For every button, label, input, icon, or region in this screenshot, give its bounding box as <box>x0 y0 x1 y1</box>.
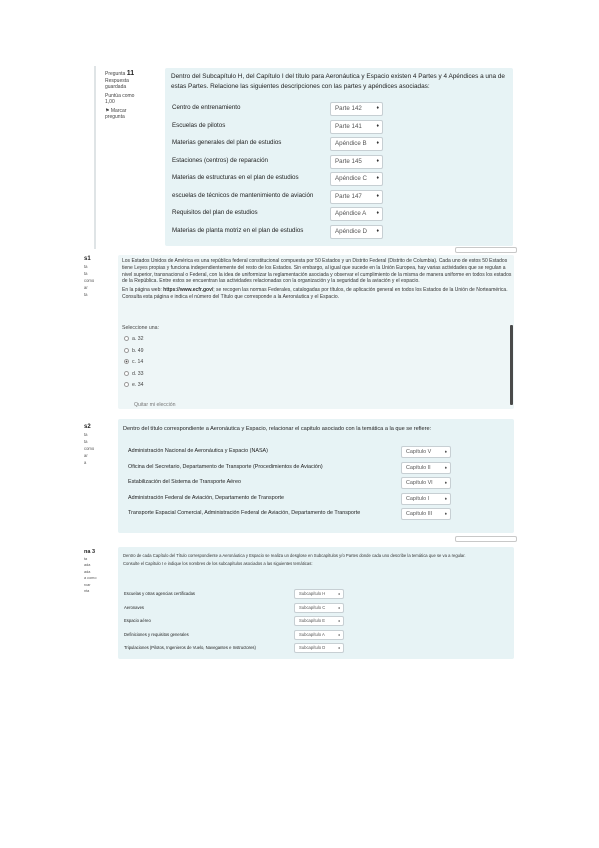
select-caret-icon: ♦ <box>444 495 447 501</box>
option-letter: d. <box>132 370 138 377</box>
select-caret-icon: ♦ <box>338 619 340 623</box>
left-gutter <box>94 66 96 249</box>
select-value: Subcapítulo A <box>299 631 325 637</box>
match-row-label: Estaciones (centros) de reparación <box>172 156 268 164</box>
match-row-label: Materias de planta motriz en el plan de estudios <box>172 226 304 234</box>
select-value: Capítulo II <box>406 464 431 471</box>
clear-choice-link[interactable]: Quitar mi elección <box>134 402 176 408</box>
select-value: Parte 142 <box>335 105 362 112</box>
select-caret-icon: ♦ <box>376 193 379 199</box>
select-value: Subcapítulo C <box>299 604 326 610</box>
match-row-label: Tripulaciones (Pilotos, Ingenieros de Vuelo, Navegantes e Instructores) <box>124 645 256 650</box>
select-caret-icon: ♦ <box>338 632 340 637</box>
select-caret-icon: ♦ <box>338 592 340 596</box>
match-select[interactable] <box>401 508 451 520</box>
question-text <box>122 258 512 301</box>
select-value: Capítulo V <box>406 449 432 455</box>
option-value: 34 <box>137 382 144 388</box>
scrollbar-thumb[interactable] <box>510 325 513 405</box>
option-letter: a. <box>132 336 138 342</box>
answer-option[interactable] <box>124 336 144 342</box>
radio-button[interactable] <box>124 348 129 353</box>
select-caret-icon: ♦ <box>376 106 379 111</box>
side-text-fragment: ta <box>84 556 88 561</box>
question-2-side: s2 ta ta como ar a <box>84 424 95 465</box>
side-text-fragment: rcar <box>84 582 91 587</box>
question-label: Pregunta <box>105 71 126 77</box>
match-row-label: Transporte Espacial Comercial, Administración Federal de Aviación, Departamento de Transporte <box>128 510 361 516</box>
question-number: 3 <box>91 549 96 555</box>
question-paragraph-2 <box>122 287 512 301</box>
paragraph-2-start: En la página web: <box>122 287 162 294</box>
side-text-fragment: ar <box>84 453 88 458</box>
match-select[interactable] <box>330 102 383 116</box>
question-number: 11 <box>126 70 135 77</box>
answer-option[interactable] <box>124 371 144 377</box>
match-row-label: Espacio aéreo <box>124 618 151 623</box>
select-value: Capítulo VI <box>406 480 433 486</box>
select-caret-icon: ♦ <box>444 480 447 485</box>
option-letter: e. <box>132 382 138 388</box>
select-caret-icon: ♦ <box>376 176 379 181</box>
select-value: Parte 147 <box>335 192 362 200</box>
side-text-fragment: ta <box>84 432 88 437</box>
question-prompt: Dentro del título correspondiente a Aeronáutica y Espacio, relacionar el capitulo asociado con la temática a la que se refiere: <box>123 426 432 432</box>
select-value: Parte 141 <box>335 122 362 130</box>
select-caret-icon: ♦ <box>444 464 447 470</box>
match-select[interactable] <box>330 225 383 239</box>
option-value: 14 <box>137 359 144 365</box>
question-prompt: Dentro del Subcapítulo H, del Capítulo I del título para Aeronáutica y Espacio existen 4 Partes y 4 Apéndices a una de estas Partes. Relacione las siguientes descripciones con las partes y apéndices asociadas: <box>171 73 505 90</box>
paragraph-2-end: ; se recogen las normas Federales, catalogadas por títulos, de aplicación general en todos los Estados de la Unión de Norteamérica. Consulta esta página e indica el número del Título que corresponde a la Aeronáutica y el Espacio. <box>122 287 508 300</box>
option-letter: c. <box>132 359 138 365</box>
side-text-fragment: ar <box>84 285 88 290</box>
select-value: Capítulo I <box>406 495 430 502</box>
flag-question-link[interactable] <box>105 108 141 121</box>
side-text-fragment: a como <box>84 576 97 580</box>
answer-option[interactable] <box>124 382 144 388</box>
select-caret-icon: ♦ <box>376 141 379 146</box>
match-row-label: Administración Federal de Aviación, Departamento de Transporte <box>128 494 285 501</box>
select-caret-icon: ♦ <box>376 228 379 234</box>
match-select[interactable] <box>294 589 344 599</box>
select-caret-icon: ♦ <box>376 211 379 216</box>
question-number: 1 <box>87 256 91 262</box>
flag-question-label: Marcar pregunta <box>105 107 127 120</box>
select-value: Parte 145 <box>335 157 362 165</box>
side-text-fragment: ada <box>84 563 91 567</box>
select-caret-icon: ♦ <box>338 646 340 650</box>
question-paragraph-1: Los Estados Unidos de América es una república federal constitucional compuesta por 50 Estados y un Distrito Federal (Distrito de Columbia). Cada uno de estos 50 Estados tiene Leyes propias y funciona independientemente del resto de los Estados. Sin embargo, al igual que sucede en la Unión Europea, hay varias actividades que se regulan a nivel superior, transnacional o Federal, con la idea de uniformizar la reglamentación asociada y observar el cumplimiento de la misma de manera uniforme en todos los estados de la República. Entre estos se encuentran las actividades relacionadas con la organización y la seguridad de la aviación y el espacio. <box>122 258 512 285</box>
match-row-label: Materias de estructuras en el plan de estudios <box>172 174 299 181</box>
match-select[interactable] <box>294 603 344 613</box>
select-value: Subcapítulo D <box>299 645 326 650</box>
match-select[interactable] <box>401 462 451 474</box>
select-caret-icon: ♦ <box>376 158 379 164</box>
side-text-fragment: como <box>84 278 95 283</box>
match-row-label: Escuelas y otras agencias certificadas <box>124 591 195 596</box>
match-row-label: Requisitos del plan de estudios <box>172 209 258 216</box>
flag-icon: ⚑ <box>105 107 110 114</box>
question-points: Puntúa como 1,00 <box>105 92 135 105</box>
select-caret-icon: ♦ <box>444 511 447 516</box>
side-text-fragment: ta <box>84 271 88 276</box>
question-line-1: Dentro de cada Capítulo del Título correspondiente a Aeronáutica y Espacio se realiza un desglose en Subcapítulos y/o Partes donde cada uno describe la temática que se va a regular. <box>123 553 466 558</box>
select-value: Apéndice D <box>335 227 367 235</box>
answer-option[interactable] <box>124 348 144 354</box>
side-text-fragment: como <box>84 446 95 451</box>
select-value: Capítulo III <box>406 511 433 517</box>
radio-button[interactable] <box>124 336 129 341</box>
radio-button[interactable] <box>124 382 129 387</box>
match-row-label: escuelas de técnicos de mantenimiento de aviación <box>172 191 314 199</box>
select-value: Apéndice A <box>335 210 367 217</box>
option-value: 32 <box>137 336 144 342</box>
match-select[interactable] <box>294 616 344 626</box>
match-row-label: Escuelas de pilotos <box>172 121 226 129</box>
match-select[interactable] <box>330 190 383 204</box>
match-row-label: Oficina del Secretario, Departamento de Transporte (Procedimientos de Aviación) <box>128 463 323 470</box>
match-select[interactable] <box>330 137 383 151</box>
side-text-fragment: nta <box>84 589 90 593</box>
side-text-fragment: ta <box>84 292 88 297</box>
option-letter: b. <box>132 347 138 354</box>
question-info <box>105 71 147 121</box>
radio-button[interactable] <box>124 371 129 376</box>
question-3-side: na 3 ta ada ada a como rcar nta <box>84 549 97 593</box>
radio-button[interactable] <box>124 359 129 364</box>
question-line-2: Consulte el Capítulo I e indique los nombres de los subcapítulos asociados a las siguientes temáticas: <box>123 560 313 566</box>
select-caret-icon: ♦ <box>444 449 447 454</box>
match-select[interactable] <box>401 477 451 489</box>
side-text-fragment: a <box>84 460 87 465</box>
select-caret-icon: ♦ <box>376 123 379 129</box>
select-value: Subcapítulo H <box>299 591 326 596</box>
question-1-side: s1 ta ta como ar ta <box>84 256 95 297</box>
match-select[interactable] <box>294 630 344 640</box>
select-caret-icon: ♦ <box>338 605 340 610</box>
select-one-label: Seleccione una: <box>122 325 159 331</box>
option-value: 33 <box>137 370 144 377</box>
question-number: 2 <box>87 424 91 430</box>
match-select[interactable] <box>401 446 451 458</box>
match-row-label: Estabilización del Sistema de Transporte Aéreo <box>128 479 241 485</box>
match-select[interactable] <box>330 207 383 221</box>
match-select[interactable] <box>330 155 383 169</box>
match-select[interactable] <box>294 643 344 653</box>
question-status: Respuesta guardada <box>105 77 129 90</box>
match-row-label: Administración Nacional de Aeronáutica y Espacio (NASA) <box>128 448 268 454</box>
side-text-fragment: ada <box>84 569 91 574</box>
question-text <box>123 553 508 568</box>
match-select[interactable] <box>330 172 383 186</box>
match-select[interactable] <box>330 120 383 134</box>
ecfr-link[interactable]: https://www.ecfr.gov/ <box>163 287 214 294</box>
match-row-label: Definiciones y requisitos generales <box>124 631 189 637</box>
answer-option[interactable] <box>124 359 143 365</box>
match-row-label: Aeronaves <box>124 604 145 610</box>
option-value: 49 <box>137 347 144 354</box>
select-value: Apéndice B <box>335 140 367 147</box>
select-value: Subcapítulo E <box>299 618 326 623</box>
side-text-fragment: ta <box>84 439 88 444</box>
match-row-label: Materias generales del plan de estudios <box>172 139 282 146</box>
match-select[interactable] <box>401 493 451 505</box>
side-text-fragment: ta <box>84 264 88 269</box>
select-value: Apéndice C <box>335 175 367 182</box>
match-row-label: Centro de entrenamiento <box>172 104 241 111</box>
